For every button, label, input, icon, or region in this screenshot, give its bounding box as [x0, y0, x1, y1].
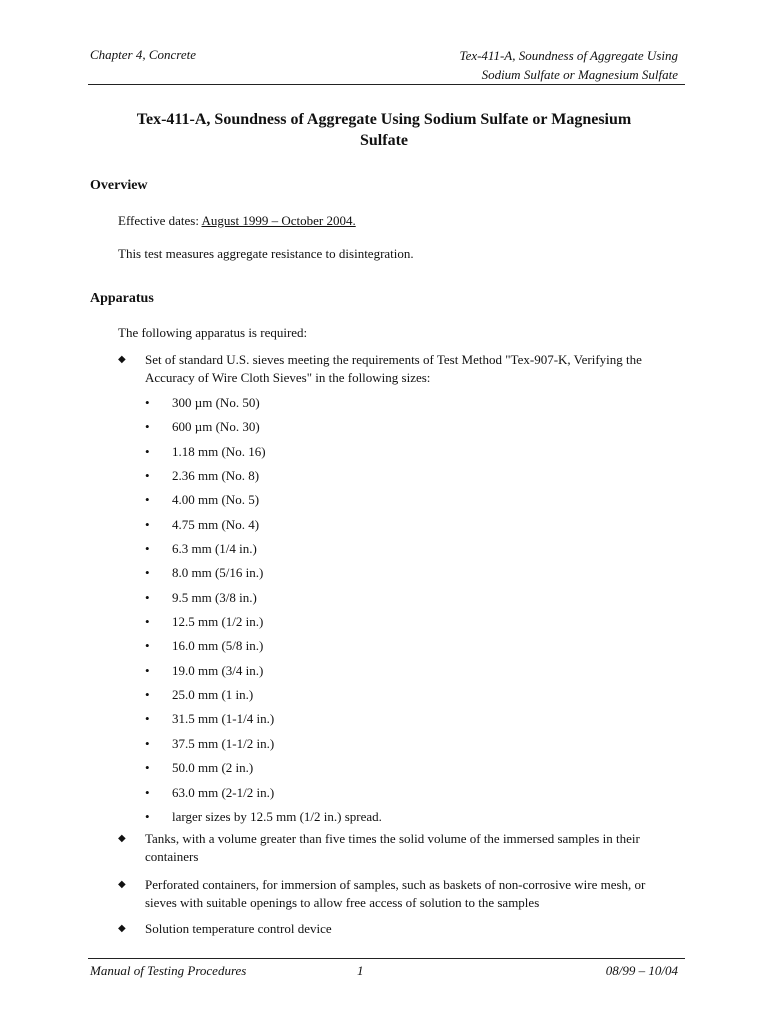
sieve-size-text: larger sizes by 12.5 mm (1/2 in.) spread.	[172, 808, 382, 824]
bullet-icon: •	[145, 760, 150, 776]
sieve-size-text: 600 µm (No. 30)	[172, 419, 260, 435]
sieve-size-text: 37.5 mm (1-1/2 in.)	[172, 735, 275, 751]
bullet-icon: •	[145, 419, 150, 435]
diamond-bullet-icon: ◆	[118, 833, 126, 844]
apparatus-item-text: Perforated containers, for immersion of samples, such as baskets of non-corrosive wire mesh, or sieves with suitable openings to allow free access of solution to the samples	[145, 877, 646, 910]
sieve-size-text: 12.5 mm (1/2 in.)	[172, 614, 264, 630]
diamond-bullet-icon: ◆	[118, 923, 126, 934]
bullet-icon: •	[145, 468, 150, 484]
bullet-icon: •	[145, 735, 150, 751]
header-chapter: Chapter 4, Concrete	[90, 47, 197, 62]
bullet-icon: •	[145, 443, 150, 459]
effective-dates-label: Effective dates:	[118, 213, 202, 228]
bullet-icon: •	[145, 662, 150, 678]
apparatus-item-text: Solution temperature control device	[145, 921, 332, 936]
effective-dates	[118, 212, 356, 229]
apparatus-heading: Apparatus	[90, 291, 154, 306]
bullet-icon: •	[145, 614, 150, 630]
bullet-icon: •	[145, 565, 150, 581]
sieve-size-text: 50.0 mm (2 in.)	[172, 760, 254, 776]
apparatus-intro: The following apparatus is required:	[118, 325, 308, 340]
sieve-size-text: 9.5 mm (3/8 in.)	[172, 589, 257, 605]
header-test-title	[378, 46, 678, 84]
bullet-icon: •	[145, 711, 150, 727]
page-title	[100, 109, 668, 151]
bullet-icon: •	[145, 541, 150, 557]
sieve-size-text: 4.00 mm (No. 5)	[172, 492, 260, 508]
footer-divider	[88, 958, 685, 959]
bullet-icon: •	[145, 638, 150, 654]
bullet-icon: •	[145, 492, 150, 508]
bullet-icon: •	[145, 589, 150, 605]
header-test-title-line2: Sodium Sulfate or Magnesium Sulfate	[481, 67, 678, 82]
apparatus-item-text: Tanks, with a volume greater than five times the solid volume of the immersed samples in their containers	[145, 831, 640, 864]
bullet-icon: •	[145, 516, 150, 532]
overview-heading: Overview	[90, 178, 148, 193]
diamond-bullet-icon: ◆	[118, 879, 126, 890]
sieve-size-text: 19.0 mm (3/4 in.)	[172, 662, 264, 678]
footer-date-range: 08/99 – 10/04	[605, 963, 678, 978]
effective-dates-link[interactable]: August 1999 – October 2004.	[201, 213, 356, 228]
sieve-size-text: 63.0 mm (2-1/2 in.)	[172, 784, 275, 800]
header-test-title-line1: Tex-411-A, Soundness of Aggregate Using	[459, 48, 678, 63]
sieve-size-text: 8.0 mm (5/16 in.)	[172, 565, 264, 581]
sieve-size-text: 6.3 mm (1/4 in.)	[172, 541, 257, 557]
bullet-icon: •	[145, 784, 150, 800]
bullet-icon: •	[145, 395, 150, 410]
sieve-size-text: 16.0 mm (5/8 in.)	[172, 638, 264, 654]
sieve-size-text: 1.18 mm (No. 16)	[172, 443, 266, 459]
apparatus-item-text: Set of standard U.S. sieves meeting the requirements of Test Method "Tex-907-K, Verifying the Accuracy of Wire Cloth Sieves" in the following sizes:	[145, 352, 642, 385]
page-title-line1: Tex-411-A, Soundness of Aggregate Using Sodium Sulfate or Magnesium	[136, 111, 632, 128]
diamond-bullet-icon: ◆	[118, 354, 126, 365]
sieve-size-text: 4.75 mm (No. 4)	[172, 516, 260, 532]
header-divider	[88, 84, 685, 85]
page-title-line2: Sulfate	[360, 132, 408, 149]
sieve-size-text: 31.5 mm (1-1/4 in.)	[172, 711, 275, 727]
sieve-size-text: 2.36 mm (No. 8)	[172, 468, 260, 484]
bullet-icon: •	[145, 687, 150, 703]
overview-description: This test measures aggregate resistance to disintegration.	[118, 246, 414, 261]
footer-manual-title: Manual of Testing Procedures	[90, 963, 247, 978]
sieve-size-text: 300 µm (No. 50)	[172, 395, 260, 410]
bullet-icon: •	[145, 808, 150, 824]
footer-page-number: 1	[357, 963, 364, 978]
sieve-size-text: 25.0 mm (1 in.)	[172, 687, 254, 703]
